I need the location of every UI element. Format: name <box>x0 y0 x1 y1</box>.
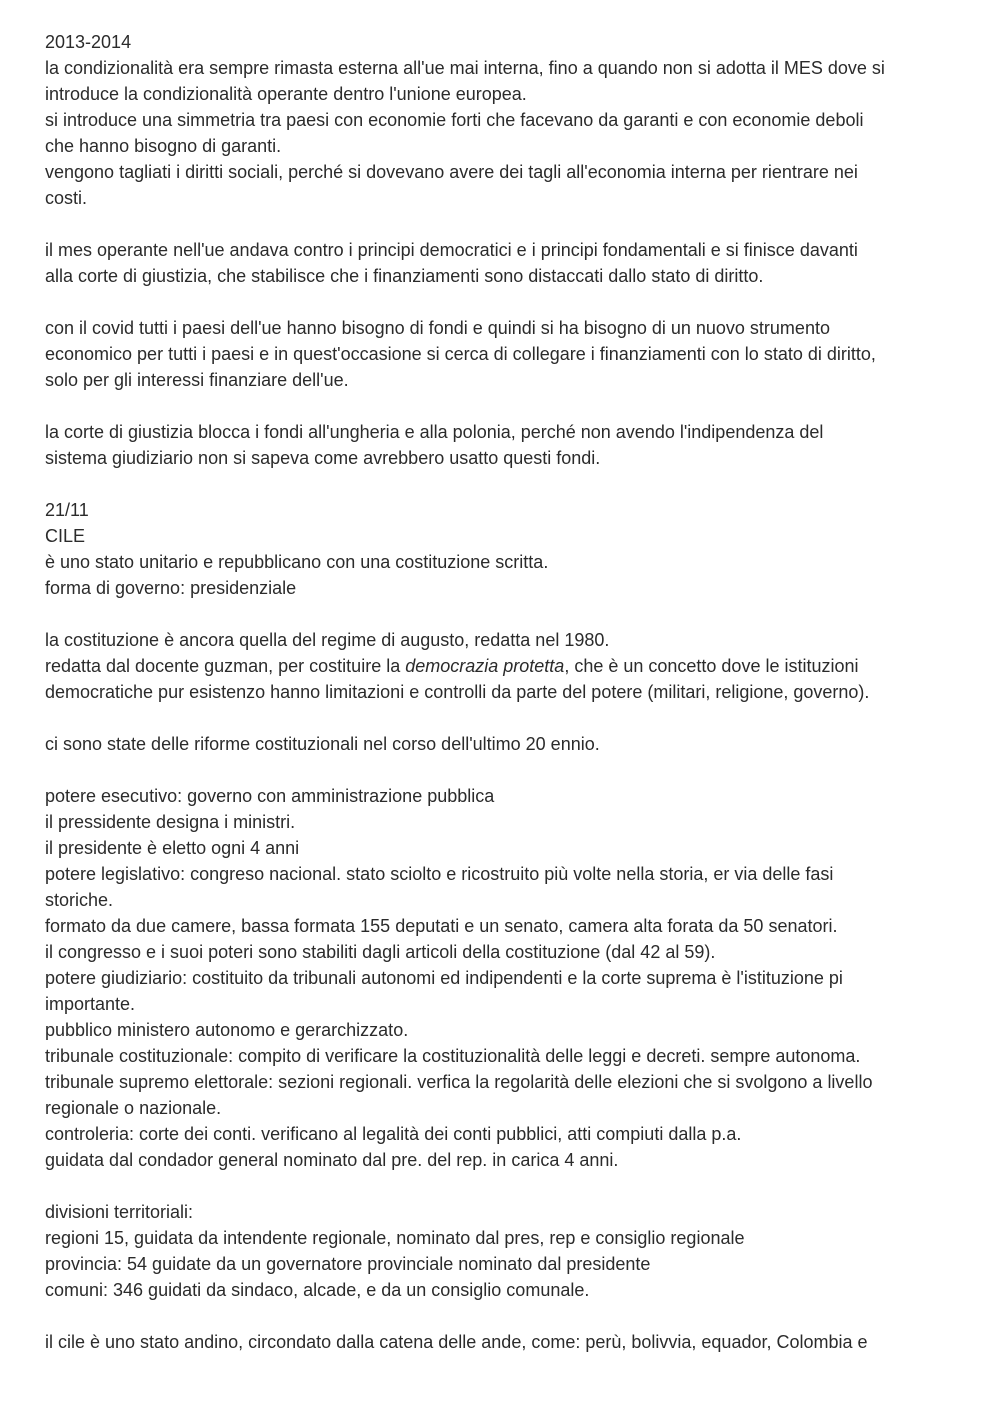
blank-line <box>45 601 960 627</box>
document-page <box>45 29 960 1355</box>
text-line: la corte di giustizia blocca i fondi all'ungheria e alla polonia, perché non avendo l'indipendenza del <box>45 422 824 442</box>
text-segment: redatta dal docente guzman, per costituire la <box>45 656 406 676</box>
text-line: controleria: corte dei conti. verificano al legalità dei conti pubblici, atti compiuti dalla p.a. <box>45 1124 742 1144</box>
text-line: provincia: 54 guidate da un governatore provinciale nominato dal presidente <box>45 1254 651 1274</box>
text-line: comuni: 346 guidati da sindaco, alcade, e da un consiglio comunale. <box>45 1280 590 1300</box>
text-line: solo per gli interessi finanziare dell'ue. <box>45 370 349 390</box>
text-line: il pressidente designa i ministri. <box>45 812 296 832</box>
text-line: il congresso e i suoi poteri sono stabiliti dagli articoli della costituzione (dal 42 al 59). <box>45 942 716 962</box>
text-line: vengono tagliati i diritti sociali, perché si dovevano avere dei tagli all'economia interna per rientrare nei <box>45 162 858 182</box>
text-line: economico per tutti i paesi e in quest'occasione si cerca di collegare i finanziamenti con lo stato di diritto, <box>45 344 876 364</box>
blank-line <box>45 289 960 315</box>
text-line: regioni 15, guidata da intendente regionale, nominato dal pres, rep e consiglio regionale <box>45 1228 745 1248</box>
section-heading: CILE <box>45 526 86 546</box>
text-line: la costituzione è ancora quella del regime di augusto, redatta nel 1980. <box>45 630 610 650</box>
text-line: potere giudiziario: costituito da tribunali autonomi ed indipendenti e la corte suprema è l'istituzione pi <box>45 968 843 988</box>
text-line: regionale o nazionale. <box>45 1098 222 1118</box>
text-line: formato da due camere, bassa formata 155 deputati e un senato, camera alta forata da 50 senatori. <box>45 916 838 936</box>
text-line: alla corte di giustizia, che stabilisce che i finanziamenti sono distaccati dallo stato di diritto. <box>45 266 764 286</box>
text-line: democratiche pur esistenzo hanno limitazioni e controlli da parte del potere (militari, religione, governo). <box>45 682 870 702</box>
text-line: tribunale costituzionale: compito di verificare la costituzionalità delle leggi e decreti. sempre autonoma. <box>45 1046 861 1066</box>
text-line: importante. <box>45 994 136 1014</box>
text-line: che hanno bisogno di garanti. <box>45 136 282 156</box>
blank-line <box>45 1303 960 1329</box>
text-line: tribunale supremo elettorale: sezioni regionali. verfica la regolarità delle elezioni che si svolgono a livello <box>45 1072 873 1092</box>
emphasis-term: democrazia protetta <box>405 656 565 676</box>
text-line: divisioni territoriali: <box>45 1202 194 1222</box>
text-line: è uno stato unitario e repubblicano con una costituzione scritta. <box>45 552 549 572</box>
text-line-with-emphasis <box>45 653 960 679</box>
blank-line <box>45 1173 960 1199</box>
text-line: potere esecutivo: governo con amministrazione pubblica <box>45 786 495 806</box>
blank-line <box>45 705 960 731</box>
text-line: sistema giudiziario non si sapeva come avrebbero usatto questi fondi. <box>45 448 601 468</box>
blank-line <box>45 757 960 783</box>
blank-line <box>45 393 960 419</box>
text-line: costi. <box>45 188 88 208</box>
section-date: 21/11 <box>45 500 89 520</box>
text-line: potere legislativo: congreso nacional. stato sciolto e ricostruito più volte nella storia, er via delle fasi <box>45 864 834 884</box>
text-line: ci sono state delle riforme costituzionali nel corso dell'ultimo 20 ennio. <box>45 734 600 754</box>
text-segment: , che è un concetto dove le istituzioni <box>564 656 859 676</box>
text-line: introduce la condizionalità operante dentro l'unione europea. <box>45 84 527 104</box>
text-line: il mes operante nell'ue andava contro i principi democratici e i principi fondamentali e si finisce davanti <box>45 240 858 260</box>
text-line: forma di governo: presidenziale <box>45 578 297 598</box>
text-line: con il covid tutti i paesi dell'ue hanno bisogno di fondi e quindi si ha bisogno di un nuovo strumento <box>45 318 830 338</box>
blank-line <box>45 471 960 497</box>
text-line: 2013-2014 <box>45 32 132 52</box>
text-line: pubblico ministero autonomo e gerarchizzato. <box>45 1020 409 1040</box>
text-line: il cile è uno stato andino, circondato dalla catena delle ande, come: perù, bolivvia, equador, Colombia e <box>45 1332 868 1352</box>
text-line: la condizionalità era sempre rimasta esterna all'ue mai interna, fino a quando non si adotta il MES dove si <box>45 58 885 78</box>
blank-line <box>45 211 960 237</box>
text-line: il presidente è eletto ogni 4 anni <box>45 838 300 858</box>
text-line: guidata dal condador general nominato dal pre. del rep. in carica 4 anni. <box>45 1150 619 1170</box>
text-line: si introduce una simmetria tra paesi con economie forti che facevano da garanti e con economie deboli <box>45 110 864 130</box>
text-line: storiche. <box>45 890 114 910</box>
